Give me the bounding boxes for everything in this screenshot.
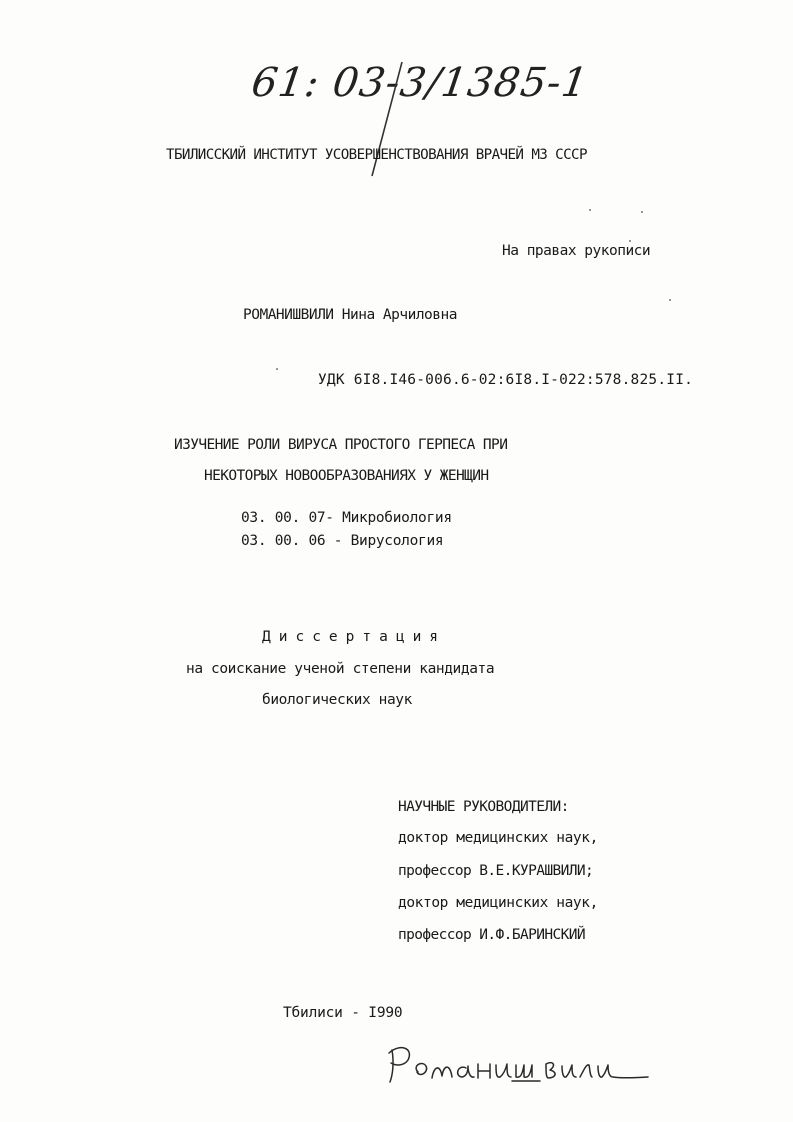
dissertation-title-line-1: ИЗУЧЕНИЕ РОЛИ ВИРУСА ПРОСТОГО ГЕРПЕСА ПРИ: [174, 437, 508, 453]
degree-line-1: на соискание ученой степени кандидата: [186, 661, 495, 677]
scan-speck: [589, 209, 591, 211]
institution-name: ТБИЛИССКИЙ ИНСТИТУТ УСОВЕРШЕНСТВОВАНИЯ ВРАЧЕЙ МЗ СССР: [166, 147, 587, 163]
archive-mark: 61: 03-3/1385-1: [248, 60, 592, 106]
supervisor-line-3: доктор медицинских наук,: [398, 895, 598, 911]
dissertation-title-line-2: НЕКОТОРЫХ НОВООБРАЗОВАНИЯХ У ЖЕНЩИН: [204, 468, 489, 484]
scan-speck: [276, 368, 278, 370]
supervisor-line-1: доктор медицинских наук,: [398, 830, 598, 846]
scan-speck: [641, 211, 643, 213]
scan-speck: [629, 240, 631, 242]
specialty-code-1: 03. 00. 07- Микробиология: [241, 510, 452, 526]
work-type: Диссертация: [262, 629, 447, 645]
scan-speck: [669, 299, 671, 301]
supervisor-line-2: профессор В.Е.КУРАШВИЛИ;: [398, 863, 594, 879]
degree-line-2: биологических наук: [262, 692, 412, 708]
place-and-year: Тбилиси - I990: [283, 1005, 403, 1021]
specialty-code-2: 03. 00. 06 - Вирусология: [241, 533, 444, 549]
supervisor-line-4: профессор И.Ф.БАРИНСКИЙ: [398, 927, 585, 943]
author-name: РОМАНИШВИЛИ Нина Арчиловна: [243, 307, 457, 323]
supervisors-heading: НАУЧНЫЕ РУКОВОДИТЕЛИ:: [398, 799, 569, 815]
manuscript-rights: На правах рукописи: [502, 243, 651, 259]
udc-code: УДК 6I8.I46-006.6-02:6I8.I-022:578.825.II.: [318, 372, 694, 388]
